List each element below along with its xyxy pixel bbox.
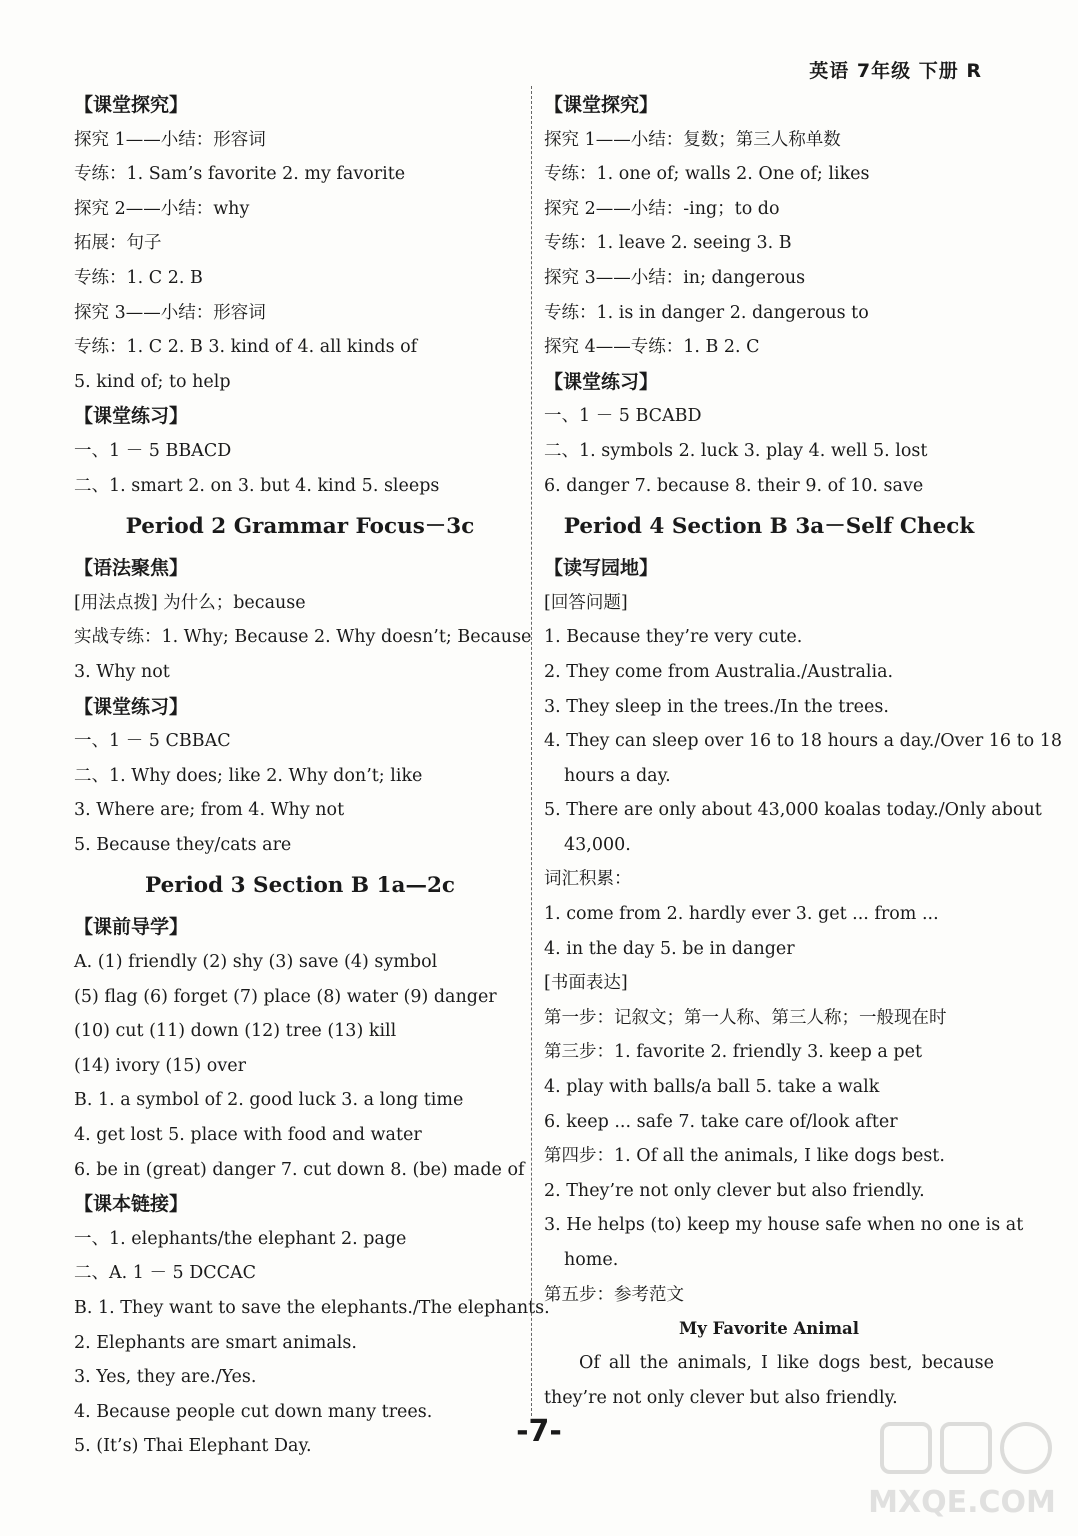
answer-line: 5. kind of; to help [74,371,231,392]
answer-line: 3. Yes, they are./Yes. [74,1367,257,1388]
answer-line: 专练：1. one of; walls 2. One of; likes [544,164,870,185]
answer-line: 3. Where are; from 4. Why not [74,800,345,821]
answer-line: [书面表达] [544,973,628,994]
answer-line: 二、A. 1 － 5 DCCAC [74,1263,257,1284]
answer-line: 6. be in (great) danger 7. cut down 8. (be) made of [74,1159,525,1180]
answer-line: 4. get lost 5. place with food and water [74,1125,422,1146]
answer-line: 1. Because they’re very cute. [544,627,803,648]
answer-line: 2. They come from Australia./Australia. [544,661,894,682]
essay-paragraph: Of all the animals, I like dogs best, because they’re not only clever but also friendly. [544,1353,994,1408]
answer-line: 二、1. symbols 2. luck 3. play 4. well 5. lost [544,440,928,461]
answer-line: 3. Why not [74,661,170,682]
answer-line: (10) cut (11) down (12) tree (13) kill [74,1021,397,1042]
right-column [544,88,1063,1415]
section-heading: 【课堂探究】 [544,94,659,116]
answer-line: 专练：1. leave 2. seeing 3. B [544,233,792,254]
period-title: Period 4 Section B 3a－Self Check [563,514,975,540]
essay-title: My Favorite Animal [678,1319,859,1339]
period-title: Period 2 Grammar Focus－3c [125,514,475,540]
answer-line: 一、1 － 5 BBACD [74,440,232,461]
section-heading: 【语法聚焦】 [74,557,189,580]
answer-line: 实战专练：1. Why; Because 2. Why doesn’t; Because [74,627,532,648]
answer-line: [用法点拨] 为什么；because [74,592,306,613]
answer-line: 一、1. elephants/the elephant 2. page [74,1228,407,1249]
answer-line: 专练：1. is in danger 2. dangerous to [544,302,869,323]
answer-line-continued: home. [564,1250,619,1270]
page-number: -7- [516,1414,562,1449]
page-header: 英语 7年级 下册 R [809,60,982,82]
answer-line: 探究 3——小结：in; dangerous [544,267,806,288]
answer-line: 二、1. smart 2. on 3. but 4. kind 5. sleeps [74,475,440,496]
period-title: Period 3 Section B 1a—2c [144,873,456,899]
answer-line: 4. play with balls/a ball 5. take a walk [544,1077,880,1098]
section-heading: 【课堂探究】 [74,94,189,116]
answer-line: 第三步：1. favorite 2. friendly 3. keep a pet [544,1042,923,1063]
answer-line: (14) ivory (15) over [74,1055,246,1076]
answer-line: 探究 1——小结：形容词 [74,129,266,150]
answer-line: 探究 2——小结：-ing；to do [544,198,780,219]
answer-line-continued: 43,000. [564,834,631,855]
answer-line: 探究 2——小结：why [74,198,250,219]
answer-line: A. (1) friendly (2) shy (3) save (4) symbol [74,952,438,973]
answer-line: 3. They sleep in the trees./In the trees. [544,696,889,717]
answer-line: B. 1. They want to save the elephants./The elephants. [74,1298,550,1318]
section-heading: 【课堂练习】 [544,370,659,393]
watermark-logo [862,1416,1062,1526]
answer-line: B. 1. a symbol of 2. good luck 3. a long time [74,1090,464,1111]
answer-line: 4. in the day 5. be in danger [544,938,795,959]
section-heading: 【课堂练习】 [74,695,189,718]
section-heading: 【课前导学】 [74,916,189,939]
answer-line: 专练：1. Sam’s favorite 2. my favorite [74,164,406,185]
answer-line: 一、1 － 5 CBBAC [74,731,231,752]
answer-line: (5) flag (6) forget (7) place (8) water (9) danger [74,986,497,1007]
answer-line: 6. danger 7. because 8. their 9. of 10. save [544,475,924,496]
answer-line: 专练：1. C 2. B 3. kind of 4. all kinds of [74,337,418,358]
answer-line: 4. Because people cut down many trees. [74,1401,433,1422]
answer-line: 1. come from 2. hardly ever 3. get ... from ... [544,904,939,925]
answer-line: 5. There are only about 43,000 koalas today./Only about [544,800,1042,821]
answer-line: 词汇积累： [544,869,632,890]
watermark-text: MXQE.COM [868,1485,1056,1520]
answer-line: 4. They can sleep over 16 to 18 hours a day./Over 16 to 18 [544,731,1063,752]
section-heading: 【课本链接】 [74,1193,189,1216]
answer-line: 拓展：句子 [74,233,162,254]
answer-line: 5. (It’s) Thai Elephant Day. [74,1436,312,1457]
answer-line: 3. He helps (to) keep my house safe when no one is at [544,1215,1024,1236]
answer-line: 第一步：记叙文；第一人称、第三人称；一般现在时 [544,1007,947,1028]
column-divider [531,86,532,1416]
answer-line: [回答问题] [544,592,628,613]
answer-line: 专练：1. C 2. B [74,267,203,288]
answer-line: 探究 3——小结：形容词 [74,302,266,323]
answer-line: 第四步：1. Of all the animals, I like dogs best. [544,1146,945,1167]
answer-line: 第五步：参考范文 [544,1284,684,1305]
answer-line: 二、1. Why does; like 2. Why don’t; like [74,765,423,786]
answer-line: 6. keep ... safe 7. take care of/look after [544,1111,898,1132]
section-heading: 【课堂练习】 [74,405,189,428]
answer-line: 2. They’re not only clever but also friendly. [544,1180,925,1201]
answer-line: 一、1 － 5 BCABD [544,406,702,427]
answer-line: 2. Elephants are smart animals. [74,1332,357,1353]
answer-line: 探究 1——小结：复数；第三人称单数 [544,129,841,150]
answer-line-continued: hours a day. [564,765,671,786]
answer-line: 5. Because they/cats are [74,834,292,855]
section-heading: 【读写园地】 [544,557,659,580]
answer-line: 探究 4——专练：1. B 2. C [544,337,760,358]
left-column [74,88,550,1464]
